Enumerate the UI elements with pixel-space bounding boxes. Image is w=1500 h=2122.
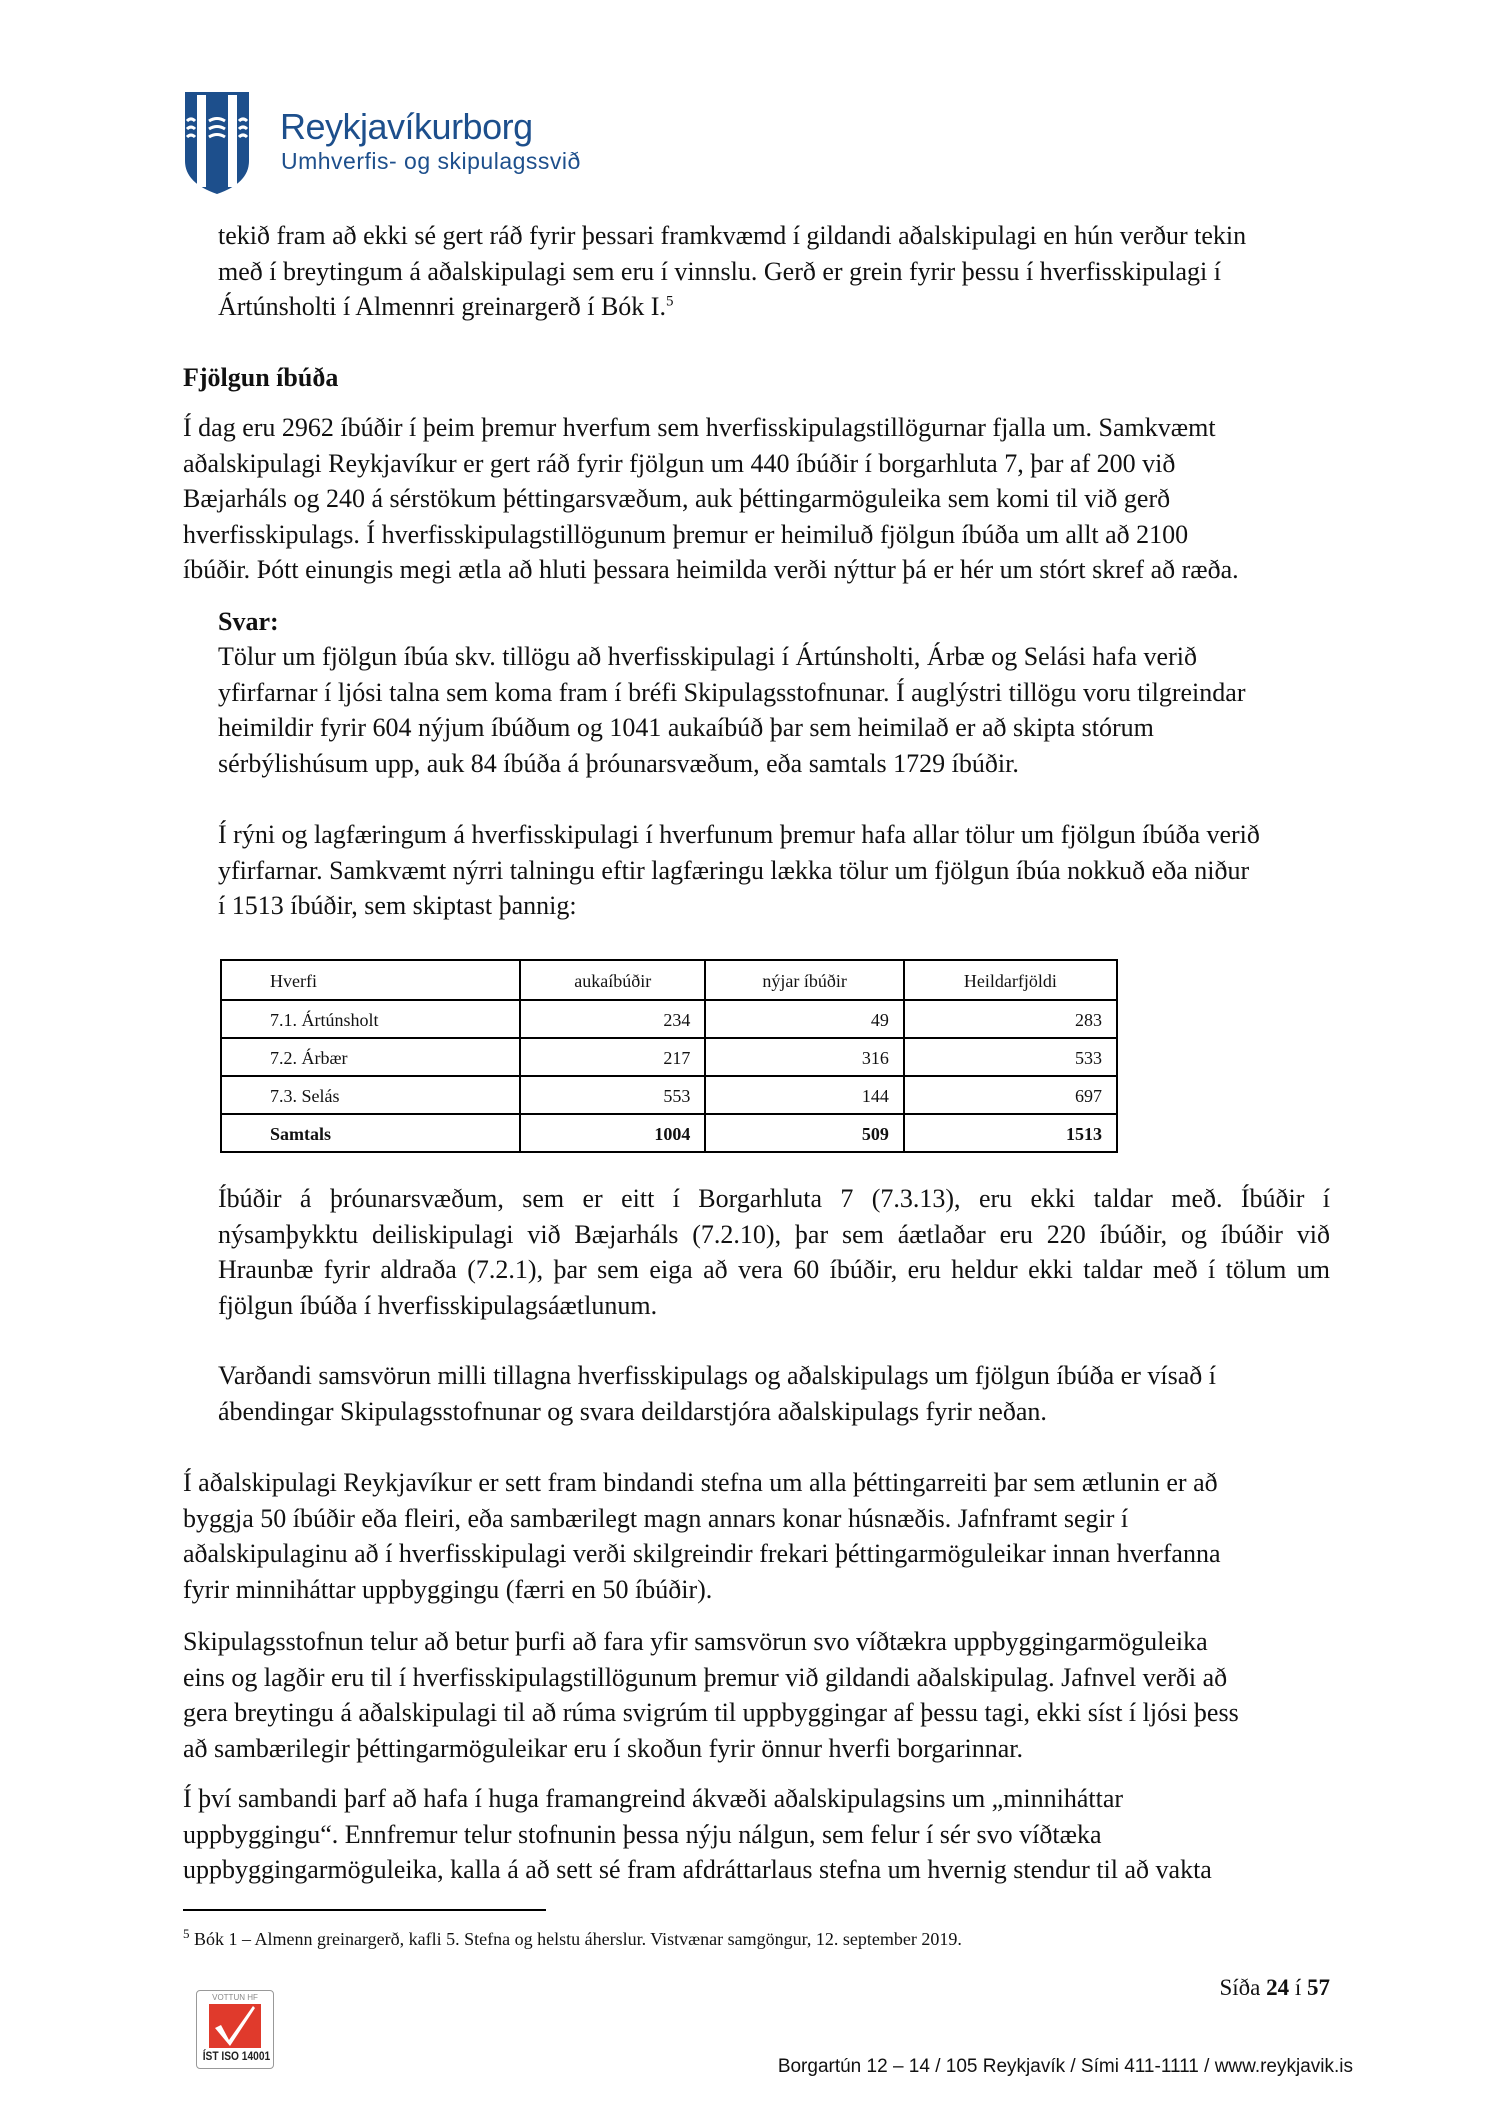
answer-label: Svar: <box>218 607 279 636</box>
text-line: uppbyggingu“. Ennfremur telur stofnunin þessa nýju nálgun, sem felur í sér svo víðtæka <box>183 1819 1102 1849</box>
text-line: yfirfarnar í ljósi talna sem koma fram í bréfi Skipulagsstofnunar. Í auglýstri tillögu voru tilgreindar <box>218 677 1246 707</box>
value-cell: 49 <box>705 1000 903 1038</box>
text-line: Hraunbæ fyrir aldraða (7.2.1), þar sem eiga að vera 60 íbúðir, eru heldur ekki taldar með í tölum um <box>218 1255 1330 1284</box>
text-line: gera breytingu á aðalskipulagi til að rúma svigrúm til uppbyggingar af þessu tagi, ekki síst í ljósi þess <box>183 1698 1239 1727</box>
text-line: Tölur um fjölgun íbúa skv. tillögu að hverfisskipulagi í Ártúnsholti, Árbæ og Selási hafa verið <box>218 642 1197 671</box>
column-header: Heildarfjöldi <box>904 960 1117 1000</box>
footnote-divider <box>183 1909 546 1911</box>
text-line: nýsamþykktu deiliskipulagi við Bæjarháls (7.2.10), þar sem áætlaðar eru 220 íbúðir, og íbúðir við <box>218 1219 1330 1249</box>
paragraph-intro <box>218 218 1330 325</box>
page-separator: í <box>1294 1975 1302 2000</box>
text-line: sérbýlishúsum upp, auk 84 íbúða á þróunarsvæðum, eða samtals 1729 íbúðir. <box>218 748 1019 778</box>
text-line: aðalskipulaginu að í hverfisskipulagi verði skilgreindir frekari þéttingarmöguleikar innan hverfanna <box>183 1539 1221 1568</box>
text-line: íbúðir. Þótt einungis megi ætla að hluti þessara heimilda verði nýttur þá er hér um stórt skref að ræða. <box>183 555 1239 584</box>
text-line: Bæjarháls og 240 á sérstökum þéttingarsvæðum, auk þéttingarmöguleika sem komi til við gerð <box>183 484 1171 513</box>
text-line: Varðandi samsvörun milli tillagna hverfisskipulags og aðalskipulags um fjölgun íbúða er vísað í <box>218 1361 1216 1390</box>
checkmark-icon <box>209 2004 261 2048</box>
value-cell: 316 <box>705 1038 903 1076</box>
text-line: hverfisskipulags. Í hverfisskipulagstillögunum þremur er heimiluð fjölgun íbúða um allt að 2100 <box>183 519 1189 549</box>
iso-14001-certification-logo <box>196 1990 274 2069</box>
text-line: eins og lagðir eru til í hverfisskipulagstillögunum þremur við gildandi aðalskipulag. Jafnvel verði að <box>183 1662 1228 1692</box>
value-cell: 509 <box>705 1114 903 1152</box>
footnote-text: Bók 1 – Almenn greinargerð, kafli 5. Stefna og helstu áherslur. Vistvænar samgöngur, 12. september 2019. <box>194 1929 962 1949</box>
text-line: yfirfarnar. Samkvæmt nýrri talningu eftir lagfæringu lækka tölur um fjölgun íbúa nokkuð eða niður <box>218 855 1250 885</box>
text-line: aðalskipulagi Reykjavíkur er gert ráð fyrir fjölgun um 440 íbúðir í borgarhluta 7, þar af 200 við <box>183 448 1176 478</box>
text-line: fyrir minniháttar uppbyggingu (færri en 50 íbúðir). <box>183 1574 713 1604</box>
text-line: Í dag eru 2962 íbúðir í þeim þremur hverfum sem hverfisskipulagstillögurnar fjalla um. Samkvæmt <box>183 413 1216 442</box>
text-line: Í rýni og lagfæringum á hverfisskipulagi í hverfunum þremur hafa allar tölur um fjölgun íbúða verið <box>218 820 1260 849</box>
housing-table <box>220 959 1118 1153</box>
text-line-content: Ártúnsholti í Almennri greinargerð í Bók I. <box>218 292 666 321</box>
text-line: uppbyggingarmöguleika, kalla á að sett sé fram afdráttarlaus stefna um hvernig stendur til að vakta <box>183 1855 1212 1884</box>
district-cell: 7.2. Árbær <box>221 1038 520 1076</box>
value-cell: 144 <box>705 1076 903 1114</box>
paragraph-planning-agency <box>183 1624 1330 1766</box>
text-line: með í breytingum á aðalskipulagi sem eru í vinnslu. Gerð er grein fyrir þessu í hverfisskipulagi í <box>218 256 1221 286</box>
value-cell: 553 <box>520 1076 705 1114</box>
text-line: byggja 50 íbúðir eða fleiri, eða sambærilegt magn annars konar húsnæðis. Jafnframt segir í <box>183 1503 1129 1533</box>
text-line: Í því sambandi þarf að hafa í huga framangreind ákvæði aðalskipulagsins um „minniháttar <box>183 1784 1124 1813</box>
text-line: fjölgun íbúða í hverfisskipulagsáætlunum. <box>218 1290 658 1320</box>
section-heading: Fjölgun íbúða <box>183 363 339 392</box>
text-line: að sambærilegir þéttingarmöguleikar eru í skoðun fyrir önnur hverfi borgarinnar. <box>183 1733 1023 1763</box>
column-header: Hverfi <box>221 960 520 1000</box>
page-total: 57 <box>1307 1975 1330 2000</box>
table-row <box>221 1038 1117 1076</box>
paragraph-answer-2 <box>218 817 1330 924</box>
iso-logo-bottom-text: ÍST ISO 14001 <box>202 2049 271 2063</box>
district-cell: Samtals <box>221 1114 520 1152</box>
table-row <box>221 1000 1117 1038</box>
footer-address: Borgartún 12 – 14 / 105 Reykjavík / Sími 411-1111 / www.reykjavik.is <box>777 2056 1353 2077</box>
value-cell: 1004 <box>520 1114 705 1152</box>
page-number <box>1219 1975 1330 2001</box>
text-line: tekið fram að ekki sé gert ráð fyrir þessari framkvæmd í gildandi aðalskipulagi en hún verður tekin <box>218 221 1247 250</box>
paragraph-exclusions <box>218 1181 1330 1323</box>
text-line: Skipulagsstofnun telur að betur þurfi að fara yfir samsvörun svo víðtækra uppbyggingarmöguleika <box>183 1627 1208 1656</box>
text-line: Íbúðir á þróunarsvæðum, sem er eitt í Borgarhluta 7 (7.3.13), eru ekki taldar með. Íbúðir í <box>218 1184 1330 1213</box>
text-line: Í aðalskipulagi Reykjavíkur er sett fram bindandi stefna um alla þéttingarreiti þar sem ætlunin er að <box>183 1468 1218 1497</box>
value-cell: 697 <box>904 1076 1117 1114</box>
paragraph-main-plan <box>183 1465 1330 1607</box>
column-header: nýjar íbúðir <box>705 960 903 1000</box>
iso-logo-top-text: VOTTUN HF <box>212 1993 258 2002</box>
page-prefix: Síða <box>1219 1975 1261 2000</box>
table-total-row <box>221 1114 1117 1152</box>
page-current: 24 <box>1266 1975 1290 2000</box>
paragraph-answer-1 <box>218 639 1330 781</box>
table-header-row <box>221 960 1117 1000</box>
text-line: heimildir fyrir 604 nýjum íbúðum og 1041 aukaíbúð þar sem heimilað er að skipta stórum <box>218 713 1154 742</box>
paragraph-population <box>183 410 1330 588</box>
paragraph-context <box>183 1781 1330 1888</box>
value-cell: 217 <box>520 1038 705 1076</box>
value-cell: 533 <box>904 1038 1117 1076</box>
logo-subtitle: Umhverfis- og skipulagssvið <box>281 148 581 174</box>
column-header: aukaíbúðir <box>520 960 705 1000</box>
value-cell: 234 <box>520 1000 705 1038</box>
district-cell: 7.1. Ártúnsholt <box>221 1000 520 1038</box>
reykjavik-coat-of-arms-logo <box>184 91 250 195</box>
paragraph-reference <box>218 1358 1330 1429</box>
value-cell: 1513 <box>904 1114 1117 1152</box>
logo-title: Reykjavíkurborg <box>280 106 533 147</box>
footnote <box>183 1926 962 1950</box>
footnote-number: 5 <box>183 1926 190 1941</box>
value-cell: 283 <box>904 1000 1117 1038</box>
text-line: ábendingar Skipulagsstofnunar og svara deildarstjóra aðalskipulags fyrir neðan. <box>218 1396 1047 1426</box>
footnote-reference[interactable]: 5 <box>665 293 674 310</box>
district-cell: 7.3. Selás <box>221 1076 520 1114</box>
table-row <box>221 1076 1117 1114</box>
text-line <box>218 289 1330 325</box>
text-line: í 1513 íbúðir, sem skiptast þannig: <box>218 891 577 920</box>
